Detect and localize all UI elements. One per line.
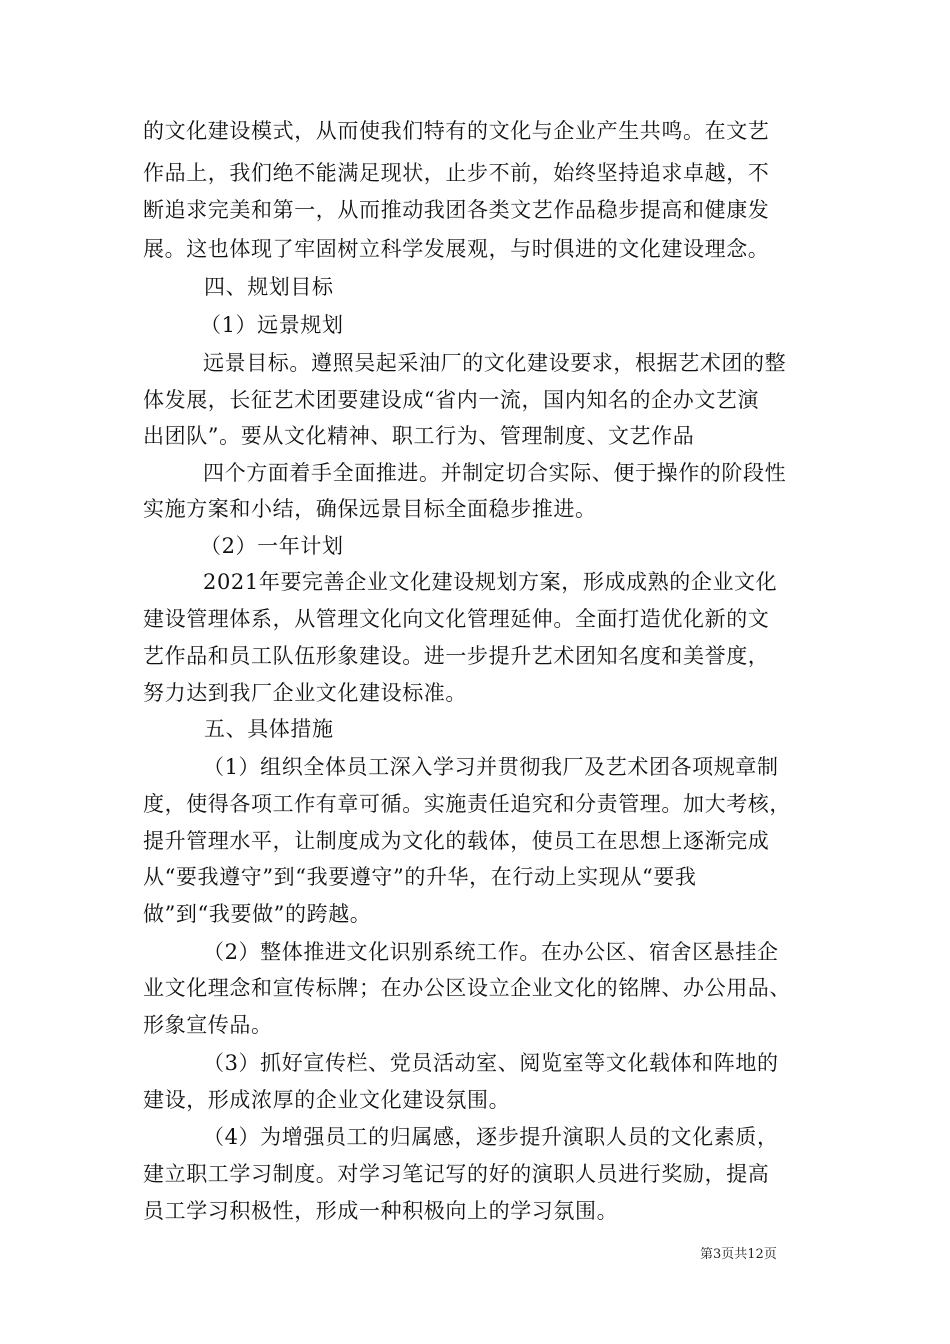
- text-line: 实施方案和小结，确保远景目标全面稳步推进。: [143, 497, 597, 521]
- text-line: 做”到“我要做”的跨越。: [143, 902, 372, 926]
- text-line: 展。这也体现了牢固树立科学发展观，与时俱进的文化建设理念。: [143, 237, 770, 261]
- text-line: 四个方面着手全面推进。并制定切合实际、便于操作的阶段性: [203, 461, 787, 485]
- text-line: 建设管理体系，从管理文化向文化管理延伸。全面打造优化新的文: [143, 607, 770, 631]
- subsection-heading: （1）远景规划: [200, 313, 344, 337]
- text-line: 度，使得各项工作有章可循。实施责任追究和分责管理。加大考核，: [143, 792, 791, 816]
- text-line: 从“要我遵守”到“我要遵守”的升华，在行动上实现从“要我: [143, 865, 697, 889]
- text-line: 体发展，长征艺术团要建设成“省内一流，国内知名的企办文艺演: [143, 388, 760, 412]
- text-line: 员工学习积极性，形成一种积极向上的学习氛围。: [143, 1199, 619, 1223]
- text-line: 努力达到我厂企业文化建设标准。: [143, 681, 467, 705]
- text-line: 建立职工学习制度。对学习笔记写的好的演职人员进行奖励，提高: [143, 1162, 770, 1186]
- text-line: 远景目标。遵照吴起采油厂的文化建设要求，根据艺术团的整: [203, 351, 787, 375]
- text-line: 2021年要完善企业文化建设规划方案，形成成熟的企业文化: [203, 570, 778, 594]
- text-line: 建设，形成浓厚的企业文化建设氛围。: [143, 1088, 511, 1112]
- subsection-heading: （2）一年计划: [200, 534, 344, 558]
- text-line: 作品上，我们绝不能满足现状，止步不前，始终坚持追求卓越，不: [143, 161, 770, 185]
- text-line: （1）组织全体员工深入学习并贯彻我厂及艺术团各项规章制: [203, 755, 779, 779]
- text-line: 业文化理念和宣传标牌；在办公区设立企业文化的铭牌、办公用品、: [143, 976, 791, 1000]
- text-line: （4）为增强员工的归属感，逐步提升演职人员的文化素质，: [203, 1125, 779, 1149]
- text-line: 提升管理水平，让制度成为文化的载体，使员工在思想上逐渐完成: [143, 829, 770, 853]
- text-line: （3）抓好宣传栏、党员活动室、阅览室等文化载体和阵地的: [203, 1051, 779, 1075]
- text-line: 的文化建设模式，从而使我们特有的文化与企业产生共鸣。在文艺: [143, 119, 770, 143]
- page-number-footer: 第3页共12页: [700, 1247, 777, 1262]
- text-line: 形象宣传品。: [143, 1013, 273, 1037]
- text-line: 断追求完美和第一，从而推动我团各类文艺作品稳步提高和健康发: [143, 198, 770, 222]
- text-line: （2）整体推进文化识别系统工作。在办公区、宿舍区悬挂企: [203, 940, 779, 964]
- text-line: 艺作品和员工队伍形象建设。进一步提升艺术团知名度和美誉度，: [143, 644, 770, 668]
- text-line: 出团队”。要从文化精神、职工行为、管理制度、文艺作品: [143, 424, 695, 448]
- section-heading: 五、具体措施: [204, 717, 334, 741]
- section-heading: 四、规划目标: [204, 275, 334, 299]
